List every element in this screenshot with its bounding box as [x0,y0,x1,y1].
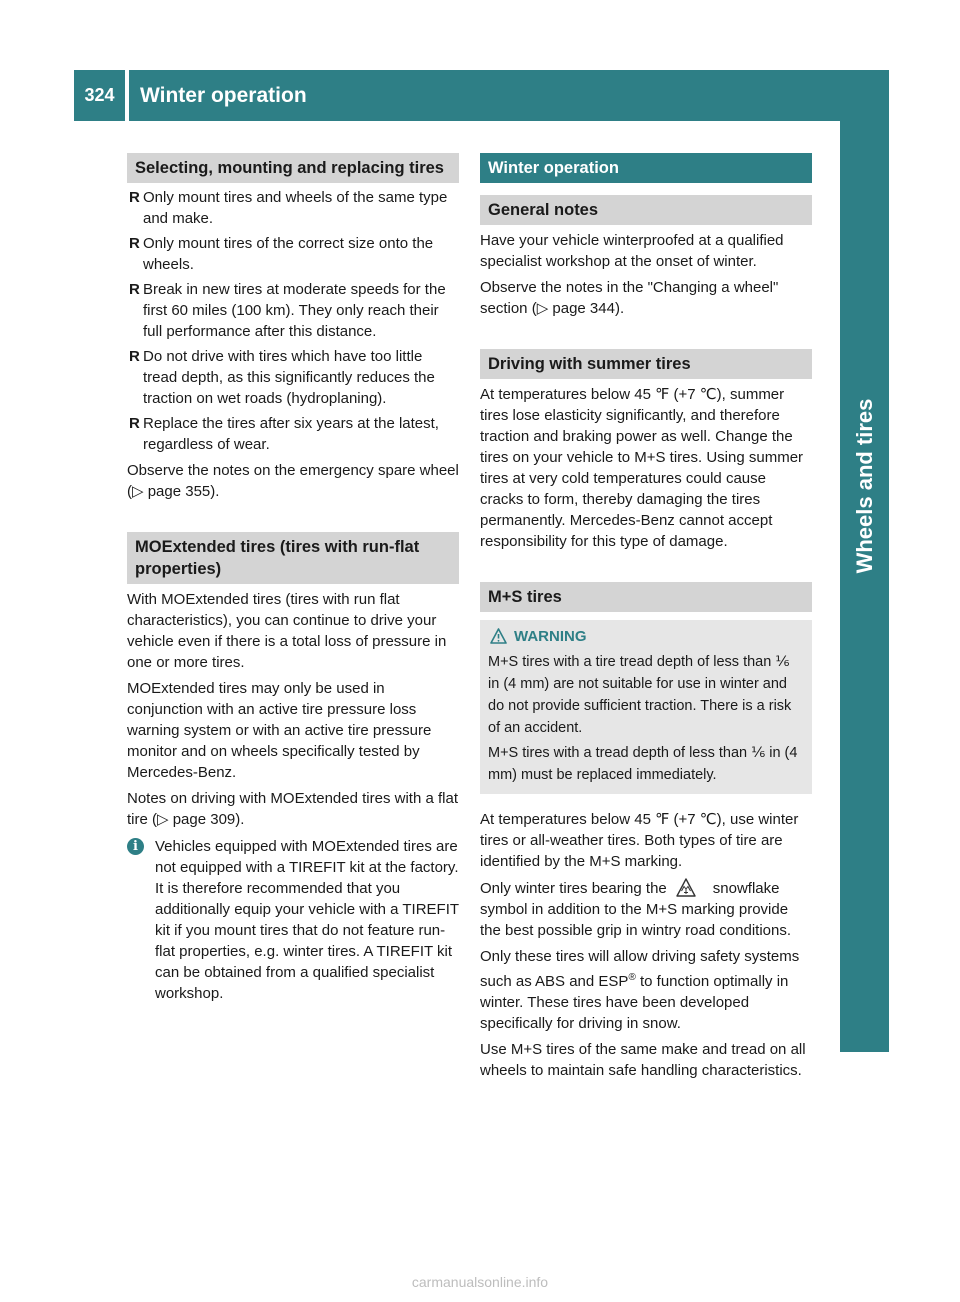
snowflake-mountain-icon [675,877,697,897]
ms-paragraph-1: At temperatures below 45 ℉ (+7 ℃), use winter tires or all-weather tires. Both types of tire are identified by the M+S marking. [480,811,799,870]
side-tab-marker [840,1005,889,1052]
right-column [480,153,812,1081]
list-item: R Only mount tires and wheels of the same type and make. [129,189,448,227]
warning-paragraph-2: M+S tires with a tread depth of less than ⅙ in (4 mm) must be replaced immediately. [488,745,798,783]
side-tab-label-wrap [840,121,889,851]
warning-icon [490,628,507,644]
spare-wheel-note: Observe the notes on the emergency spare wheel (▷ page 355). [127,462,459,500]
summer-paragraph: At temperatures below 45 ℉ (+7 ℃), summer tires lose elasticity significantly, and therefore traction and braking power as well. Change the tires on your vehicle to M+S tires. Using summer tires at very cold temperatures could cause cracks to form, thereby damaging the tires permanently. Mercedes-Benz cannot accept responsibility for this type of damage. [480,386,804,550]
section-heading-ms-tires: M+S tires [480,582,812,612]
left-column [127,153,459,1004]
section-heading-winter: Winter operation [480,153,812,183]
info-icon: i [127,838,144,855]
footer-watermark: carmanualsonline.info [411,1274,549,1290]
list-item: R Break in new tires at moderate speeds for the first 60 miles (100 km). They only reach their full performance after this distance. [129,281,446,340]
page-title: Winter operation [140,84,307,107]
section-heading-summer: Driving with summer tires [480,349,812,379]
general-paragraph-2: Observe the notes in the "Changing a wheel" section (▷ page 344). [480,279,779,317]
section-heading-moextended: MOExtended tires (tires with run-flat properties) [127,532,459,584]
list-item: R Do not drive with tires which have too little tread depth, as this significantly reduces the traction on wet roads (hydroplaning). [129,348,435,407]
ms-paragraph-3: Only these tires will allow driving safety systems such as ABS and ESP® to function optimally in winter. These tires have been developed specifically for driving in snow. [480,948,800,1032]
moextended-paragraph-2: MOExtended tires may only be used in conjunction with an active tire pressure loss warning system or with an active tire pressure monitor and on wheels specifically tested by Mercedes-Benz. [127,680,432,781]
warning-box [480,620,812,794]
ms-paragraph-2: Only winter tires bearing the snowflake symbol in addition to the M+S marking provide the best possible grip in wintry road conditions. [480,877,812,941]
section-heading-selecting: Selecting, mounting and replacing tires [127,153,459,183]
page-number: 324 [84,85,115,105]
warning-title: WARNING [488,626,804,648]
ms-paragraph-4: Use M+S tires of the same make and tread on all wheels to maintain safe handling characteristics. [480,1041,806,1079]
header-divider [125,70,129,121]
info-note: i Vehicles equipped with MOExtended tires are not equipped with a TIREFIT kit at the factory. It is therefore recommended that you additionally equip your vehicle with a TIREFIT kit if you mount tires that do not feature run-flat properties, e.g. winter tires. A TIREFIT kit can be obtained from a qualified specialist workshop. [127,836,459,1004]
warning-paragraph-1: M+S tires with a tire tread depth of less than ⅙ in (4 mm) are not suitable for use in winter and do not provide sufficient traction. There is a risk of an accident. [488,654,792,736]
general-paragraph-1: Have your vehicle winterproofed at a qualified specialist workshop at the onset of winter. [480,232,784,270]
section-heading-general: General notes [480,195,812,225]
moextended-paragraph-3: Notes on driving with MOExtended tires with a flat tire (▷ page 309). [127,790,458,828]
side-tab-label: Wheels and tires [851,398,877,574]
list-item: R Only mount tires of the correct size onto the wheels. [129,235,434,273]
moextended-paragraph-1: With MOExtended tires (tires with run flat characteristics), you can continue to drive your vehicle even if there is a total loss of pressure in one or more tires. [127,591,447,671]
list-item: R Replace the tires after six years at the latest, regardless of wear. [129,415,439,453]
